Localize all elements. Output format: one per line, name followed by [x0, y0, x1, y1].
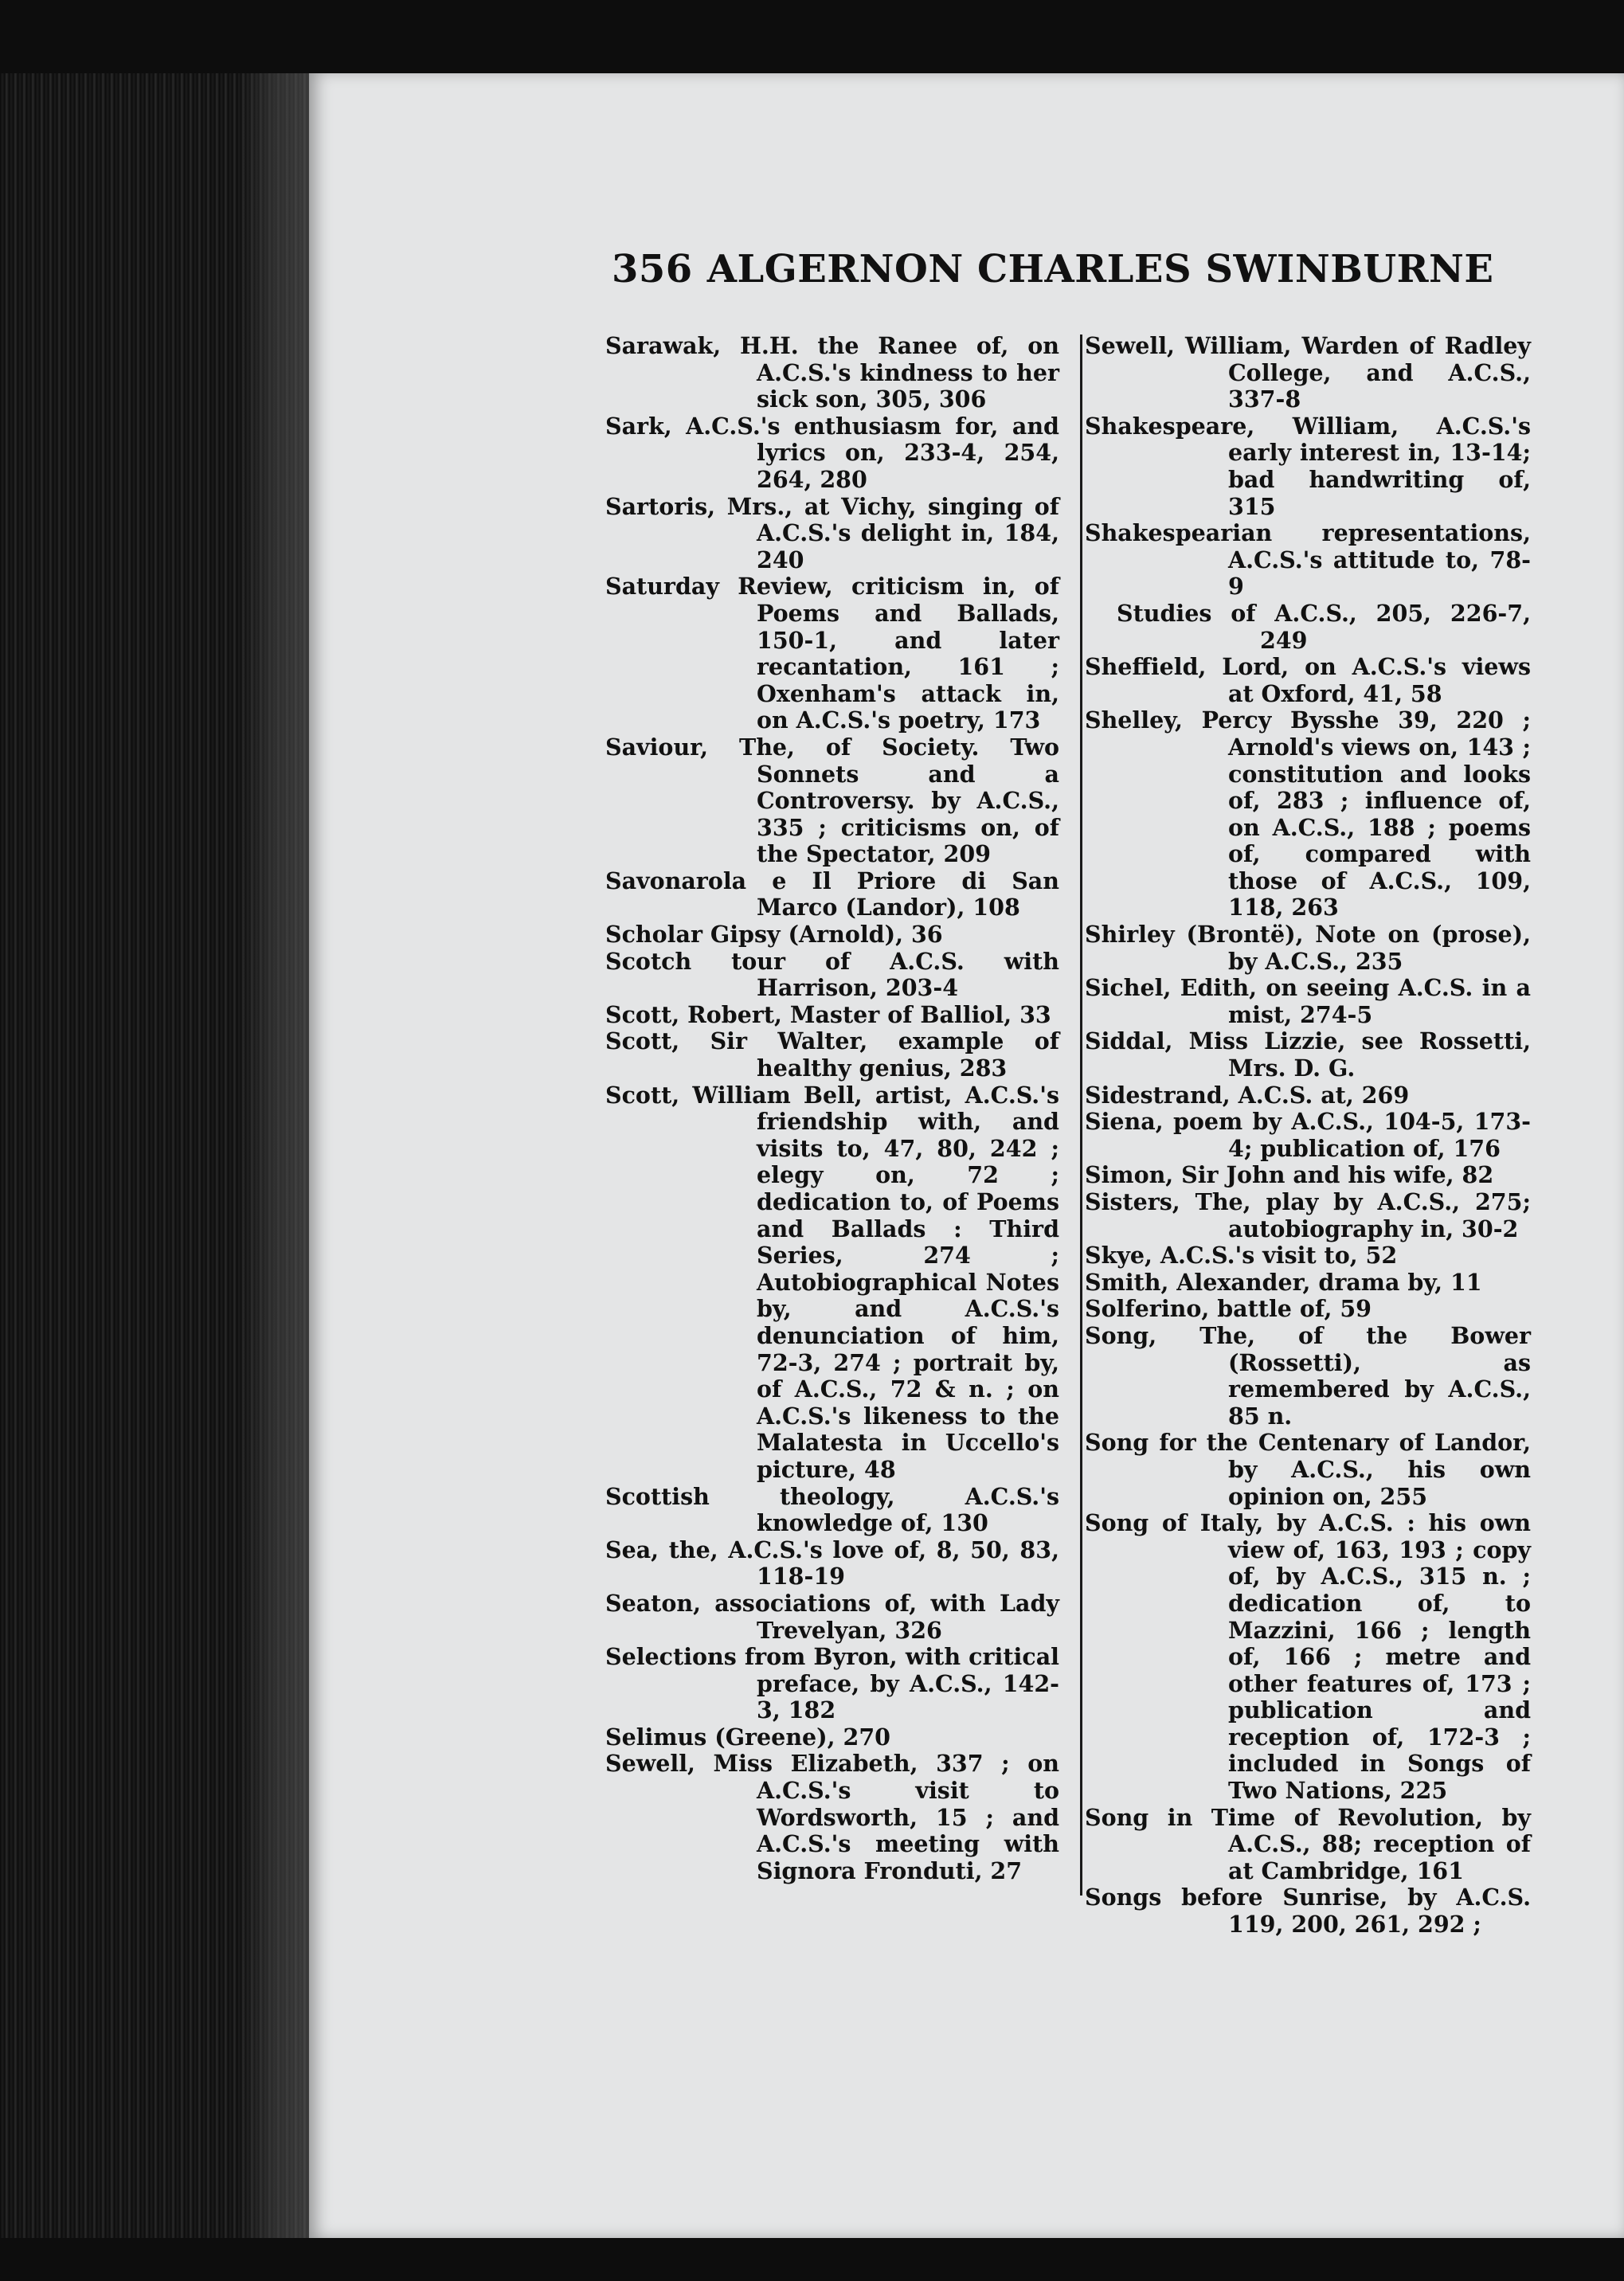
index-entry: Sewell, Miss Elizabeth, 337 ; on A.C.S.'s visit to Wordsworth, 15 ; and A.C.S.'s meeting with Signora Fronduti, 27 — [605, 1750, 1059, 1884]
index-entry: Solferino, battle of, 59 — [1085, 1295, 1372, 1323]
index-entry: Seaton, associations of, with Lady Trevelyan, 326 — [605, 1589, 1059, 1644]
scan-bottom-border — [0, 2238, 1624, 2281]
column-divider — [1080, 335, 1082, 1896]
index-entry: Sea, the, A.C.S.'s love of, 8, 50, 83, 118-19 — [605, 1536, 1059, 1590]
scan-top-border — [0, 0, 1624, 73]
index-entry: Sisters, The, play by A.C.S., 275; autobiography in, 30-2 — [1085, 1188, 1531, 1242]
index-entry: Siena, poem by A.C.S., 104-5, 173-4; publication of, 176 — [1085, 1108, 1531, 1162]
index-entry: Shirley (Brontë), Note on (prose), by A.C.S., 235 — [1085, 921, 1531, 975]
index-entry: Sichel, Edith, on seeing A.C.S. in a mist, 274-5 — [1085, 974, 1531, 1028]
index-entry: Scholar Gipsy (Arnold), 36 — [605, 921, 943, 949]
index-entry: Scott, Sir Walter, example of healthy genius, 283 — [605, 1027, 1059, 1082]
index-entry: Shelley, Percy Bysshe 39, 220 ; Arnold's views on, 143 ; constitution and looks of, 283 ; influence of, on A.C.S., 188 ; poems of, compared with those of A.C.S., 109, 118, 263 — [1085, 706, 1531, 921]
running-title: ALGERNON CHARLES SWINBURNE — [706, 247, 1494, 291]
index-column-right — [1085, 333, 1531, 1939]
index-entry: Scotch tour of A.C.S. with Harrison, 203-4 — [605, 947, 1059, 1002]
running-header — [612, 247, 1494, 291]
index-entry: Skye, A.C.S.'s visit to, 52 — [1085, 1242, 1398, 1270]
index-entry: Scott, William Bell, artist, A.C.S.'s friendship with, and visits to, 47, 80, 242 ; elegy on, 72 ; dedication to, of Poems and Ballads : Third Series, 274 ; Autobiographical Notes by, and A.C.S.'s denunciation of him, 72-3, 274 ; portrait by, of A.C.S., 72 & n. ; on A.C.S.'s likeness to the Malatesta in Uccello's picture, 48 — [605, 1081, 1059, 1483]
index-entry: Selections from Byron, with critical preface, by A.C.S., 142-3, 182 — [605, 1643, 1059, 1724]
index-entry: Savonarola e Il Priore di San Marco (Landor), 108 — [605, 867, 1059, 921]
index-entry: Sewell, William, Warden of Radley College, and A.C.S., 337-8 — [1085, 332, 1531, 413]
index-entry: Simon, Sir John and his wife, 82 — [1085, 1161, 1494, 1189]
page-number: 356 — [612, 247, 693, 291]
index-subentry: Studies of A.C.S., 205, 226-7, 249 — [1117, 599, 1531, 654]
index-entry: Sarawak, H.H. the Ranee of, on A.C.S.'s kindness to her sick son, 305, 306 — [605, 332, 1059, 413]
index-entry: Shakespeare, William, A.C.S.'s early interest in, 13-14; bad handwriting of, 315 — [1085, 412, 1531, 520]
index-entry: Sartoris, Mrs., at Vichy, singing of A.C.S.'s delight in, 184, 240 — [605, 492, 1059, 573]
index-entry: Song, The, of the Bower (Rossetti), as remembered by A.C.S., 85 n. — [1085, 1321, 1531, 1430]
index-entry: Siddal, Miss Lizzie, see Rossetti, Mrs. D. G. — [1085, 1027, 1531, 1082]
index-entry: Sheffield, Lord, on A.C.S.'s views at Oxford, 41, 58 — [1085, 653, 1531, 707]
index-entry: Scottish theology, A.C.S.'s knowledge of, 130 — [605, 1482, 1059, 1537]
index-entry: Saturday Review, criticism in, of Poems and Ballads, 150-1, and later recantation, 161 ; Oxenham's attack in, on A.C.S.'s poetry, 173 — [605, 573, 1059, 734]
index-entry: Song in Time of Revolution, by A.C.S., 88; reception of at Cambridge, 161 — [1085, 1803, 1531, 1884]
page-edge-shading — [239, 72, 311, 2262]
index-column-left — [605, 333, 1059, 1884]
index-entry: Scott, Robert, Master of Balliol, 33 — [605, 1000, 1051, 1028]
index-entry: Sidestrand, A.C.S. at, 269 — [1085, 1081, 1410, 1109]
index-entry: Song of Italy, by A.C.S. : his own view of, 163, 193 ; copy of, by A.C.S., 315 n. ; dedication of, to Mazzini, 166 ; length of, 166 ; metre and other features of, 173 ; publication and reception of, 172-3 ; included in Songs of Two Nations, 225 — [1085, 1509, 1531, 1805]
index-entry: Saviour, The, of Society. Two Sonnets and a Controversy. by A.C.S., 335 ; criticisms on, of the Spectator, 209 — [605, 733, 1059, 868]
index-entry: Shakespearian representations, A.C.S.'s attitude to, 78-9 — [1085, 519, 1531, 601]
index-entry: Smith, Alexander, drama by, 11 — [1085, 1268, 1482, 1296]
index-entry: Song for the Centenary of Landor, by A.C.S., his own opinion on, 255 — [1085, 1429, 1531, 1510]
index-entry: Sark, A.C.S.'s enthusiasm for, and lyrics on, 233-4, 254, 264, 280 — [605, 412, 1059, 493]
index-entry: Songs before Sunrise, by A.C.S. 119, 200, 261, 292 ; — [1085, 1884, 1531, 1939]
index-entry: Selimus (Greene), 270 — [605, 1723, 890, 1751]
